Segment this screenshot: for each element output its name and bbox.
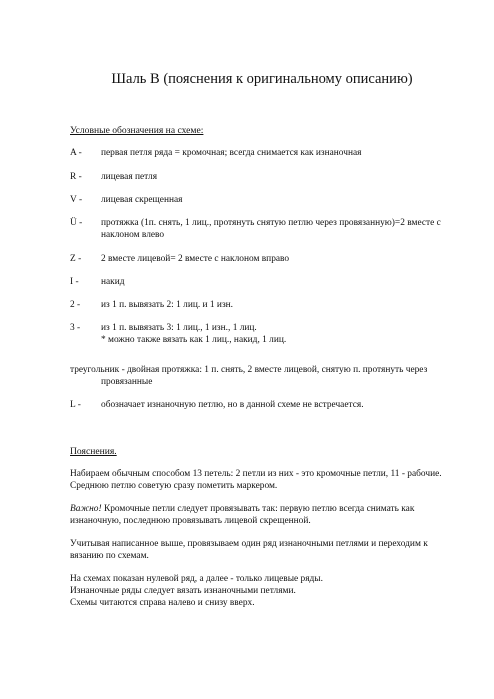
legend-symbol: A -	[70, 148, 82, 158]
paragraph-line: вязанию по схемам.	[70, 551, 149, 561]
legend-desc: лицевая скрещенная	[101, 195, 183, 205]
legend-symbol: 2 -	[70, 300, 81, 310]
legend-item-triangle	[70, 364, 460, 388]
legend-desc: из 1 п. вывязать 3: 1 лиц., 1 изн., 1 лиц.	[101, 323, 257, 333]
legend-symbol: 3 -	[70, 323, 81, 333]
paragraph-line: На схемах показан нулевой ряд, а далее - только лицевые ряды.	[70, 574, 323, 584]
legend-desc: треугольник - двойная протяжка: 1 п. снять, 2 вместе лицевой, снятую п. протянуть через	[70, 365, 428, 375]
paragraph-first-row	[70, 538, 462, 562]
paragraph-important	[70, 503, 462, 527]
legend-symbol: L -	[70, 400, 81, 410]
legend-desc: обозначает изнаночную петлю, но в данной схеме не встречается.	[101, 400, 364, 410]
legend-symbol: R -	[70, 172, 82, 182]
paragraph-line: Схемы читаются справа налево и снизу вверх.	[70, 598, 255, 608]
legend-desc: 2 вместе лицевой= 2 вместе с наклоном вправо	[101, 254, 290, 264]
paragraph-line: Учитывая написанное выше, провязываем один ряд изнаночными петлями и переходим к	[70, 539, 428, 549]
legend-symbol: Z -	[70, 254, 82, 264]
legend-desc: первая петля ряда = кромочная; всегда снимается как изнаночная	[101, 148, 362, 158]
paragraph-line: Изнаночные ряды следует вязать изнаночными петлями.	[70, 586, 296, 596]
legend-desc: лицевая петля	[101, 172, 158, 182]
document-title: Шаль B (пояснения к оригинальному описанию)	[111, 71, 413, 87]
explanations-heading: Пояснения.	[70, 446, 117, 457]
paragraph-line: Кромочные петли следует провязывать так: первую петлю всегда снимать как	[101, 504, 415, 514]
legend-heading: Условные обозначения на схеме:	[70, 125, 204, 136]
paragraph-line: Набираем обычным способом 13 петель: 2 петли из них - это кромочные петли, 11 - рабочие.	[70, 469, 442, 479]
legend-desc: провязанные	[101, 377, 153, 387]
legend-symbol: V -	[70, 195, 83, 205]
paragraph-cast-on	[70, 468, 462, 492]
important-label: Важно!	[70, 504, 102, 514]
paragraph-line: изнаночную, последнюю провязывать лицевой скрещенной.	[70, 516, 311, 526]
legend-desc: * можно также вязать как 1 лиц., накид, 1 лиц.	[101, 335, 287, 345]
paragraph-charts	[70, 573, 462, 609]
legend-symbol: Ü -	[70, 218, 83, 228]
legend-symbol: I -	[70, 277, 79, 287]
legend-desc: из 1 п. вывязать 2: 1 лиц. и 1 изн.	[101, 300, 234, 310]
legend-desc: наклоном влево	[101, 230, 165, 240]
legend-desc: накид	[101, 277, 125, 287]
legend-desc: протяжка (1п. снять, 1 лиц., протянуть снятую петлю через провязанную)=2 вместе с	[101, 218, 441, 228]
paragraph-line: Среднюю петлю советую сразу пометить маркером.	[70, 481, 278, 491]
